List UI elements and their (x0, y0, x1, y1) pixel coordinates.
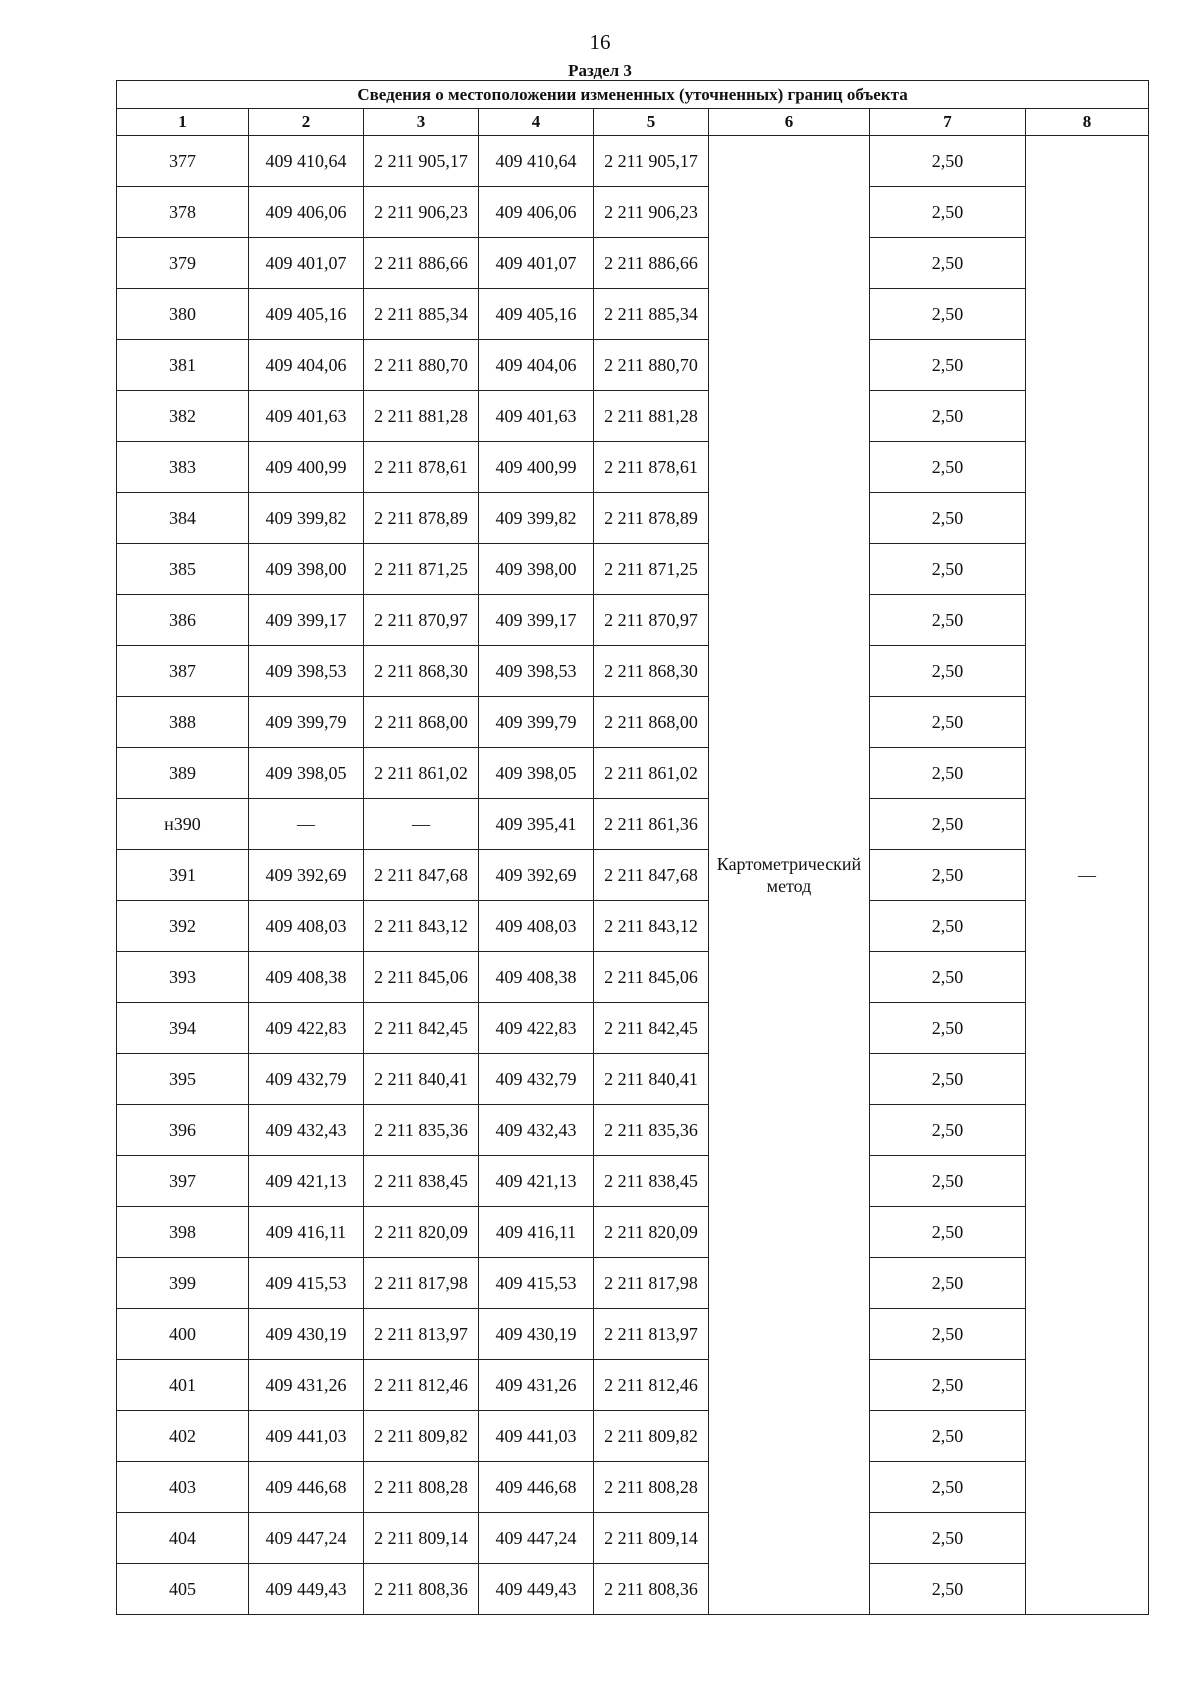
accuracy-cell: 2,50 (870, 1360, 1026, 1411)
old-y-cell: 2 211 906,23 (364, 187, 479, 238)
new-y-cell: 2 211 880,70 (594, 340, 709, 391)
new-x-cell: 409 449,43 (479, 1564, 594, 1615)
new-y-cell: 2 211 840,41 (594, 1054, 709, 1105)
new-x-cell: 409 410,64 (479, 136, 594, 187)
table-row (117, 544, 1149, 595)
new-y-cell: 2 211 808,36 (594, 1564, 709, 1615)
new-y-cell: 2 211 845,06 (594, 952, 709, 1003)
new-y-cell: 2 211 835,36 (594, 1105, 709, 1156)
old-y-cell: 2 211 870,97 (364, 595, 479, 646)
new-y-cell: 2 211 861,02 (594, 748, 709, 799)
new-y-cell: 2 211 808,28 (594, 1462, 709, 1513)
new-x-cell: 409 398,53 (479, 646, 594, 697)
new-x-cell: 409 406,06 (479, 187, 594, 238)
accuracy-cell: 2,50 (870, 1462, 1026, 1513)
accuracy-cell: 2,50 (870, 442, 1026, 493)
accuracy-cell: 2,50 (870, 901, 1026, 952)
point-number-cell: 393 (117, 952, 249, 1003)
accuracy-cell: 2,50 (870, 1105, 1026, 1156)
table-row (117, 952, 1149, 1003)
old-x-cell: 409 399,79 (249, 697, 364, 748)
old-y-cell: 2 211 838,45 (364, 1156, 479, 1207)
new-y-cell: 2 211 886,66 (594, 238, 709, 289)
old-y-cell: 2 211 868,00 (364, 697, 479, 748)
accuracy-cell: 2,50 (870, 493, 1026, 544)
accuracy-cell: 2,50 (870, 1411, 1026, 1462)
point-number-cell: 395 (117, 1054, 249, 1105)
accuracy-cell: 2,50 (870, 1207, 1026, 1258)
new-y-cell: 2 211 878,89 (594, 493, 709, 544)
table-row (117, 595, 1149, 646)
column-number: 4 (479, 109, 594, 136)
new-y-cell: 2 211 843,12 (594, 901, 709, 952)
new-x-cell: 409 408,38 (479, 952, 594, 1003)
old-y-cell: 2 211 878,61 (364, 442, 479, 493)
new-x-cell: 409 446,68 (479, 1462, 594, 1513)
accuracy-cell: 2,50 (870, 595, 1026, 646)
old-x-cell: 409 392,69 (249, 850, 364, 901)
table-row (117, 1105, 1149, 1156)
new-x-cell: 409 399,82 (479, 493, 594, 544)
new-y-cell: 2 211 842,45 (594, 1003, 709, 1054)
old-x-cell: 409 446,68 (249, 1462, 364, 1513)
new-x-cell: 409 399,17 (479, 595, 594, 646)
new-x-cell: 409 398,05 (479, 748, 594, 799)
new-x-cell: 409 415,53 (479, 1258, 594, 1309)
new-x-cell: 409 432,79 (479, 1054, 594, 1105)
old-y-cell: 2 211 845,06 (364, 952, 479, 1003)
new-x-cell: 409 392,69 (479, 850, 594, 901)
old-x-cell: 409 410,64 (249, 136, 364, 187)
old-y-cell: 2 211 861,02 (364, 748, 479, 799)
old-x-cell: 409 415,53 (249, 1258, 364, 1309)
old-y-cell: 2 211 847,68 (364, 850, 479, 901)
old-y-cell: 2 211 905,17 (364, 136, 479, 187)
accuracy-cell: 2,50 (870, 1156, 1026, 1207)
accuracy-cell: 2,50 (870, 1309, 1026, 1360)
old-x-cell: 409 421,13 (249, 1156, 364, 1207)
old-y-cell: 2 211 881,28 (364, 391, 479, 442)
table-row (117, 442, 1149, 493)
accuracy-cell: 2,50 (870, 850, 1026, 901)
old-y-cell: 2 211 843,12 (364, 901, 479, 952)
new-y-cell: 2 211 881,28 (594, 391, 709, 442)
old-y-cell: 2 211 868,30 (364, 646, 479, 697)
new-y-cell: 2 211 868,30 (594, 646, 709, 697)
column-number: 8 (1026, 109, 1149, 136)
accuracy-cell: 2,50 (870, 748, 1026, 799)
old-x-cell: 409 399,17 (249, 595, 364, 646)
point-number-cell: 383 (117, 442, 249, 493)
accuracy-cell: 2,50 (870, 238, 1026, 289)
table-row (117, 1462, 1149, 1513)
table-row (117, 850, 1149, 901)
point-number-cell: 388 (117, 697, 249, 748)
old-y-cell: 2 211 886,66 (364, 238, 479, 289)
old-x-cell: 409 399,82 (249, 493, 364, 544)
old-x-cell: 409 398,53 (249, 646, 364, 697)
table-row (117, 238, 1149, 289)
old-y-cell: 2 211 809,82 (364, 1411, 479, 1462)
new-y-cell: 2 211 871,25 (594, 544, 709, 595)
table-row (117, 1513, 1149, 1564)
new-x-cell: 409 395,41 (479, 799, 594, 850)
old-y-cell: 2 211 813,97 (364, 1309, 479, 1360)
table-row (117, 391, 1149, 442)
point-number-cell: 402 (117, 1411, 249, 1462)
old-y-cell: 2 211 880,70 (364, 340, 479, 391)
point-number-cell: 387 (117, 646, 249, 697)
accuracy-cell: 2,50 (870, 1054, 1026, 1105)
accuracy-cell: 2,50 (870, 952, 1026, 1003)
new-x-cell: 409 421,13 (479, 1156, 594, 1207)
table-row (117, 1207, 1149, 1258)
new-x-cell: 409 401,07 (479, 238, 594, 289)
accuracy-cell: 2,50 (870, 1003, 1026, 1054)
new-x-cell: 409 432,43 (479, 1105, 594, 1156)
page-number: 16 (589, 30, 611, 54)
new-x-cell: 409 441,03 (479, 1411, 594, 1462)
point-number-cell: 377 (117, 136, 249, 187)
coordinates-table (116, 80, 1149, 1615)
point-number-cell: 401 (117, 1360, 249, 1411)
old-y-cell: 2 211 871,25 (364, 544, 479, 595)
old-x-cell: — (249, 799, 364, 850)
old-x-cell: 409 432,79 (249, 1054, 364, 1105)
table-row (117, 1258, 1149, 1309)
old-x-cell: 409 406,06 (249, 187, 364, 238)
point-number-cell: 403 (117, 1462, 249, 1513)
accuracy-cell: 2,50 (870, 1258, 1026, 1309)
table-row (117, 136, 1149, 187)
table-row (117, 1564, 1149, 1615)
accuracy-cell: 2,50 (870, 136, 1026, 187)
point-number-cell: 384 (117, 493, 249, 544)
point-number-cell: 380 (117, 289, 249, 340)
old-y-cell: 2 211 878,89 (364, 493, 479, 544)
column-number: 2 (249, 109, 364, 136)
new-x-cell: 409 416,11 (479, 1207, 594, 1258)
old-x-cell: 409 400,99 (249, 442, 364, 493)
new-y-cell: 2 211 861,36 (594, 799, 709, 850)
point-number-cell: 404 (117, 1513, 249, 1564)
new-y-cell: 2 211 885,34 (594, 289, 709, 340)
column-number: 5 (594, 109, 709, 136)
new-y-cell: 2 211 809,14 (594, 1513, 709, 1564)
new-y-cell: 2 211 809,82 (594, 1411, 709, 1462)
accuracy-cell: 2,50 (870, 1513, 1026, 1564)
point-number-cell: 396 (117, 1105, 249, 1156)
new-y-cell: 2 211 812,46 (594, 1360, 709, 1411)
new-y-cell: 2 211 906,23 (594, 187, 709, 238)
new-y-cell: 2 211 813,97 (594, 1309, 709, 1360)
table-row (117, 289, 1149, 340)
old-x-cell: 409 441,03 (249, 1411, 364, 1462)
old-y-cell: — (364, 799, 479, 850)
table-row (117, 1156, 1149, 1207)
new-y-cell: 2 211 905,17 (594, 136, 709, 187)
table-row (117, 646, 1149, 697)
old-x-cell: 409 404,06 (249, 340, 364, 391)
table-row (117, 1003, 1149, 1054)
table-caption: Сведения о местоположении измененных (уточненных) границ объекта (117, 81, 1149, 109)
point-number-cell: 381 (117, 340, 249, 391)
point-number-cell: н390 (117, 799, 249, 850)
new-y-cell: 2 211 878,61 (594, 442, 709, 493)
table-body (117, 136, 1149, 1615)
accuracy-cell: 2,50 (870, 340, 1026, 391)
table-row (117, 1309, 1149, 1360)
old-y-cell: 2 211 808,36 (364, 1564, 479, 1615)
old-x-cell: 409 449,43 (249, 1564, 364, 1615)
table-row (117, 1411, 1149, 1462)
point-number-cell: 398 (117, 1207, 249, 1258)
point-number-cell: 400 (117, 1309, 249, 1360)
section-title: Раздел 3 (568, 61, 632, 80)
column-number: 7 (870, 109, 1026, 136)
new-y-cell: 2 211 820,09 (594, 1207, 709, 1258)
table-row (117, 748, 1149, 799)
new-x-cell: 409 447,24 (479, 1513, 594, 1564)
old-x-cell: 409 432,43 (249, 1105, 364, 1156)
old-x-cell: 409 405,16 (249, 289, 364, 340)
table-row (117, 493, 1149, 544)
new-y-cell: 2 211 838,45 (594, 1156, 709, 1207)
accuracy-cell: 2,50 (870, 646, 1026, 697)
new-x-cell: 409 422,83 (479, 1003, 594, 1054)
new-x-cell: 409 430,19 (479, 1309, 594, 1360)
table-row (117, 901, 1149, 952)
column-number-row (117, 109, 1149, 136)
old-y-cell: 2 211 820,09 (364, 1207, 479, 1258)
old-x-cell: 409 447,24 (249, 1513, 364, 1564)
point-number-cell: 378 (117, 187, 249, 238)
point-number-cell: 405 (117, 1564, 249, 1615)
point-number-cell: 382 (117, 391, 249, 442)
point-number-cell: 392 (117, 901, 249, 952)
point-number-cell: 385 (117, 544, 249, 595)
point-number-cell: 394 (117, 1003, 249, 1054)
old-y-cell: 2 211 817,98 (364, 1258, 479, 1309)
accuracy-cell: 2,50 (870, 187, 1026, 238)
old-x-cell: 409 408,38 (249, 952, 364, 1003)
new-y-cell: 2 211 847,68 (594, 850, 709, 901)
accuracy-cell: 2,50 (870, 391, 1026, 442)
column-number: 1 (117, 109, 249, 136)
column-number: 6 (709, 109, 870, 136)
new-x-cell: 409 398,00 (479, 544, 594, 595)
point-number-cell: 399 (117, 1258, 249, 1309)
old-x-cell: 409 431,26 (249, 1360, 364, 1411)
table-row (117, 187, 1149, 238)
new-y-cell: 2 211 870,97 (594, 595, 709, 646)
point-number-cell: 389 (117, 748, 249, 799)
point-number-cell: 379 (117, 238, 249, 289)
old-x-cell: 409 398,05 (249, 748, 364, 799)
note-cell: — (1026, 136, 1149, 1615)
table-row (117, 697, 1149, 748)
old-y-cell: 2 211 812,46 (364, 1360, 479, 1411)
old-x-cell: 409 416,11 (249, 1207, 364, 1258)
table-row (117, 340, 1149, 391)
point-number-cell: 386 (117, 595, 249, 646)
new-x-cell: 409 405,16 (479, 289, 594, 340)
accuracy-cell: 2,50 (870, 799, 1026, 850)
accuracy-cell: 2,50 (870, 1564, 1026, 1615)
old-y-cell: 2 211 842,45 (364, 1003, 479, 1054)
point-number-cell: 391 (117, 850, 249, 901)
old-x-cell: 409 401,07 (249, 238, 364, 289)
new-y-cell: 2 211 868,00 (594, 697, 709, 748)
point-number-cell: 397 (117, 1156, 249, 1207)
old-x-cell: 409 398,00 (249, 544, 364, 595)
new-x-cell: 409 408,03 (479, 901, 594, 952)
method-cell: Картометрический метод (709, 136, 870, 1615)
old-y-cell: 2 211 840,41 (364, 1054, 479, 1105)
old-x-cell: 409 430,19 (249, 1309, 364, 1360)
new-x-cell: 409 400,99 (479, 442, 594, 493)
new-y-cell: 2 211 817,98 (594, 1258, 709, 1309)
old-x-cell: 409 422,83 (249, 1003, 364, 1054)
old-x-cell: 409 408,03 (249, 901, 364, 952)
table-row (117, 799, 1149, 850)
new-x-cell: 409 431,26 (479, 1360, 594, 1411)
new-x-cell: 409 401,63 (479, 391, 594, 442)
old-x-cell: 409 401,63 (249, 391, 364, 442)
accuracy-cell: 2,50 (870, 289, 1026, 340)
table-row (117, 1054, 1149, 1105)
old-y-cell: 2 211 809,14 (364, 1513, 479, 1564)
accuracy-cell: 2,50 (870, 544, 1026, 595)
old-y-cell: 2 211 808,28 (364, 1462, 479, 1513)
column-number: 3 (364, 109, 479, 136)
accuracy-cell: 2,50 (870, 697, 1026, 748)
old-y-cell: 2 211 885,34 (364, 289, 479, 340)
table-row (117, 1360, 1149, 1411)
old-y-cell: 2 211 835,36 (364, 1105, 479, 1156)
new-x-cell: 409 404,06 (479, 340, 594, 391)
new-x-cell: 409 399,79 (479, 697, 594, 748)
